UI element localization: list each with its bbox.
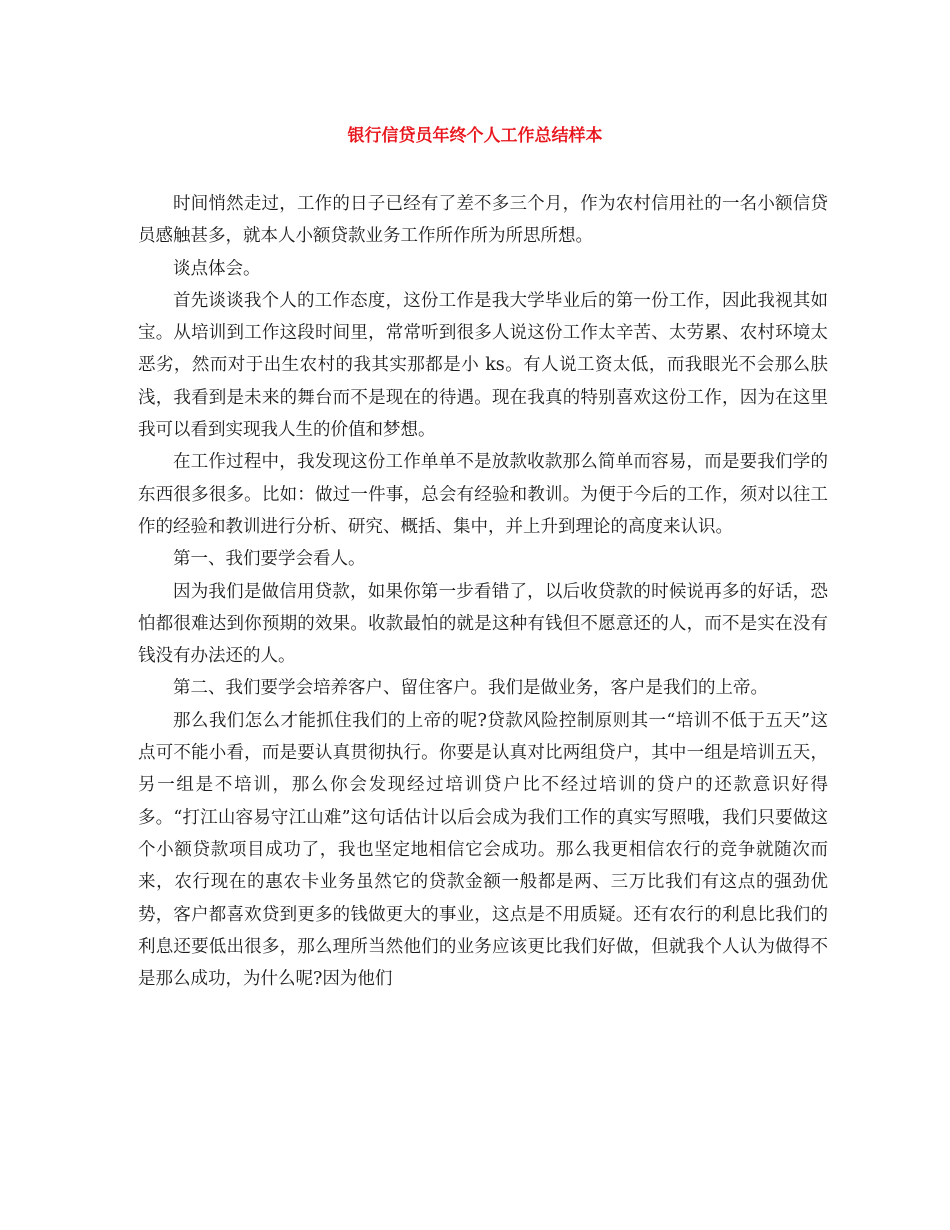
document-title: 银行信贷员年终个人工作总结样本 [347, 126, 603, 146]
paragraph-intro: 时间悄然走过，工作的日子已经有了差不多三个月，作为农村信用社的一名小额信贷员感触甚多，就本人小额贷款业务工作所作所为所思所想。 [138, 194, 828, 247]
paragraph-point-one: 第一、我们要学会看人。 [173, 549, 366, 570]
paragraph-customers: 那么我们怎么才能抓住我们的上帝的呢?贷款风险控制原则其一“培训不低于五天”这点可不能小看，而是要认真贯彻执行。你要是认真对比两组贷户，其中一组是培训五天，另一组是不培训，那么你会发现经过培训贷户比不经过培训的贷户的还款意识好得多。“打江山容易守江山难”这句话估计以后会成为我们工作的真实写照哦，我们只要做这个小额贷款项目成功了，我也坚定地相信它会成功。那么我更相信农行的竞争就随次而来，农行现在的惠农卡业务虽然它的贷款金额一般都是两、三万比我们有这点的强劲优势，客户都喜欢贷到更多的钱做更大的事业，这点是不用质疑。还有农行的利息比我们的利息还要低出很多，那么理所当然他们的业务应该更比我们好做，但就我个人认为做得不是那么成功，为什么呢?因为他们 [138, 710, 828, 990]
paragraph-work-attitude: 首先谈谈我个人的工作态度，这份工作是我大学毕业后的第一份工作，因此我视其如宝。从培训到工作这段时间里，常常听到很多人说这份工作太辛苦、太劳累、农村环境太恶劣，然而对于出生农村的我其实那都是小 ks。有人说工资太低，而我眼光不会那么肤浅，我看到是未来的舞台而不是现在的待遇。现在我真的特别喜欢这份工作，因为在这里我可以看到实现我人生的价值和梦想。 [138, 290, 828, 441]
paragraph-work-process: 在工作过程中，我发现这份工作单单不是放款收款那么简单而容易，而是要我们学的东西很多很多。比如：做过一件事，总会有经验和教训。为便于今后的工作，须对以往工作的经验和教训进行分析、研究、概括、集中，并上升到理论的高度来认识。 [138, 452, 828, 537]
document-body [138, 188, 828, 995]
paragraph-credit-loans: 因为我们是做信用贷款，如果你第一步看错了，以后收贷款的时候说再多的好话，恐怕都很难达到你预期的效果。收款最怕的就是这种有钱但不愿意还的人，而不是实在没有钱没有办法还的人。 [138, 581, 828, 667]
paragraph-point-two: 第二、我们要学会培养客户、留住客户。我们是做业务，客户是我们的上帝。 [173, 678, 768, 699]
paragraph-experience-heading: 谈点体会。 [173, 258, 261, 279]
